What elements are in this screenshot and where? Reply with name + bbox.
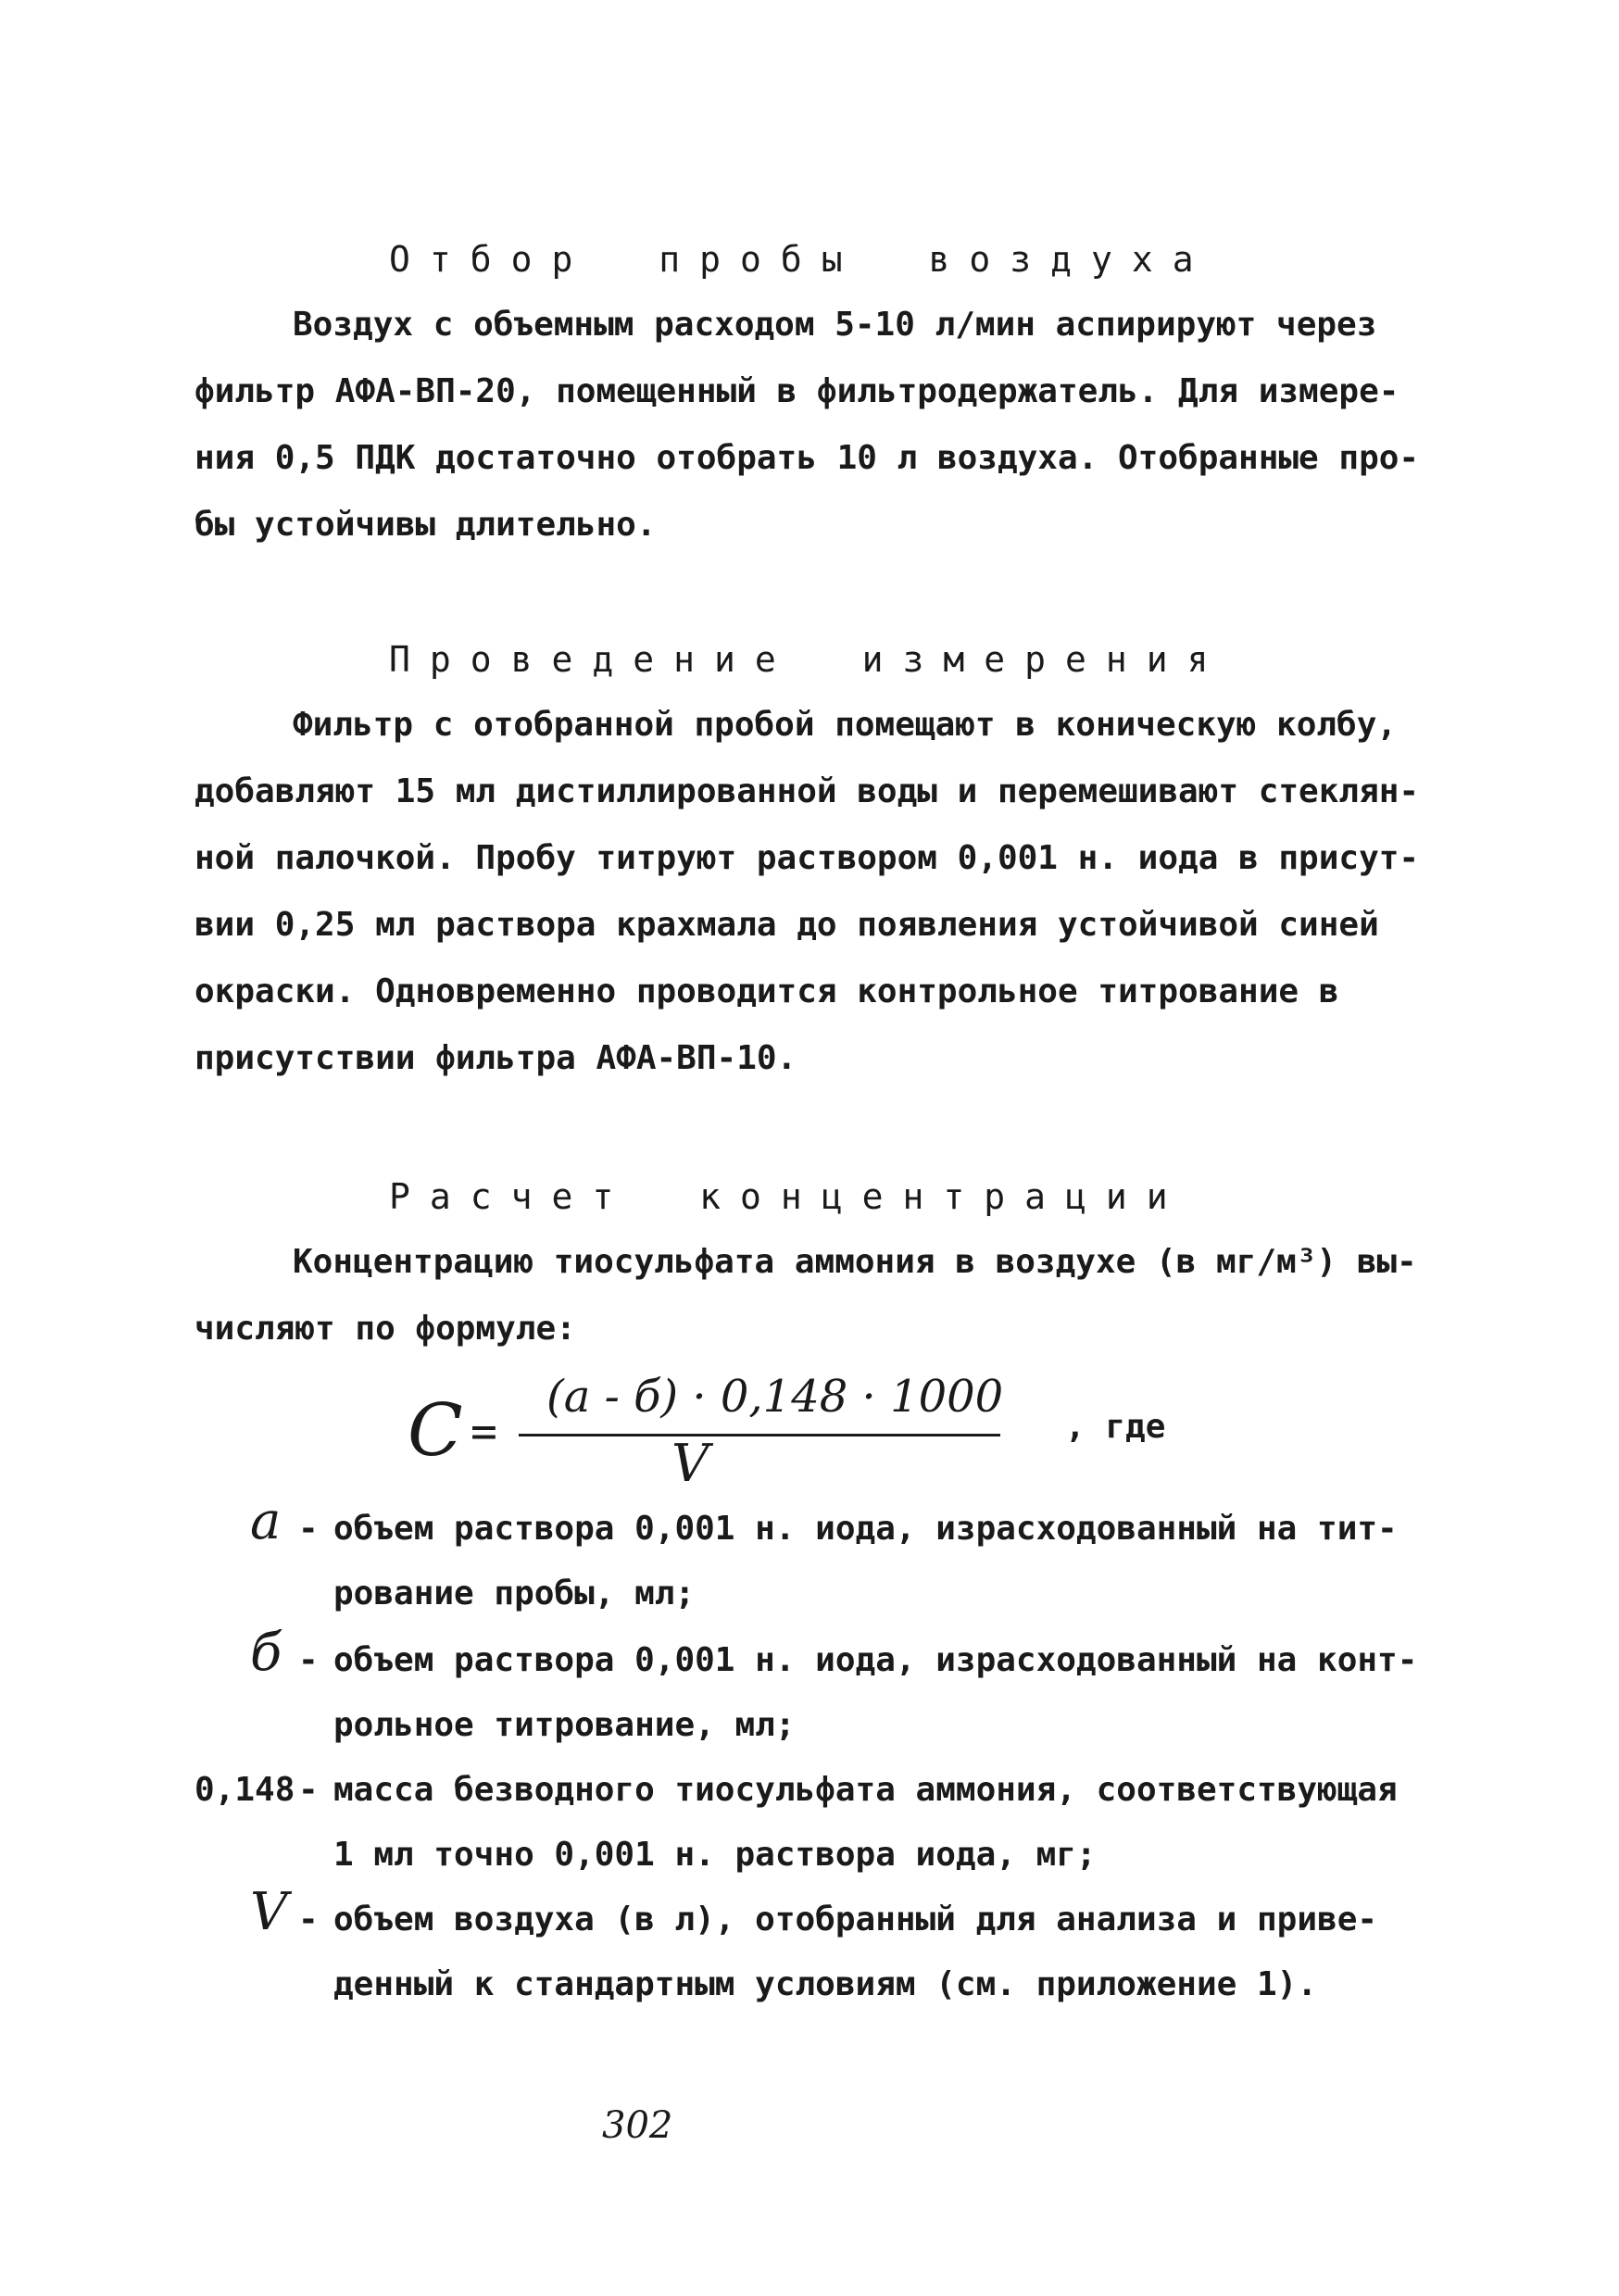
section-title-measurement: Проведение измерения: [389, 639, 1228, 680]
definition-b-line-2: рольное титрование, мл;: [333, 1706, 796, 1744]
measurement-line-3: ной палочкой. Пробу титруют раствором 0,001 н. иода в присут-: [195, 839, 1420, 877]
definition-a-line-1: объем раствора 0,001 н. иода, израсходованный на тит-: [333, 1510, 1398, 1548]
definition-symbol-0148: 0,148: [195, 1771, 295, 1809]
definition-v-line-1: объем воздуха (в л), отобранный для анализа и приве-: [333, 1901, 1378, 1938]
definition-v-line-2: денный к стандартным условиям (см. приложение 1).: [333, 1965, 1318, 2003]
definition-b-line-1: объем раствора 0,001 н. иода, израсходованный на конт-: [333, 1641, 1418, 1679]
definition-symbol-a: a: [250, 1491, 282, 1551]
measurement-line-6: присутствии фильтра АФА-ВП-10.: [195, 1039, 797, 1077]
page-number: 302: [602, 2104, 673, 2147]
formula-denominator: V: [671, 1434, 709, 1494]
definition-separator: -: [298, 1901, 319, 1938]
definition-0148-line-2: 1 мл точно 0,001 н. раствора иода, мг;: [333, 1836, 1097, 1874]
definition-symbol-b: б: [250, 1623, 282, 1683]
measurement-line-2: добавляют 15 мл дистиллированной воды и перемешивают стеклян-: [195, 772, 1420, 810]
measurement-line-1: Фильтр с отобранной пробой помещают в коническую колбу,: [293, 706, 1398, 744]
concentration-formula: [408, 1371, 1204, 1500]
sampling-line-1: Воздух с объемным расходом 5-10 л/мин аспирируют через: [293, 306, 1377, 344]
measurement-line-5: окраски. Одновременно проводится контрольное титрование в: [195, 972, 1339, 1010]
definition-separator: -: [298, 1771, 319, 1809]
sampling-line-4: бы устойчивы длительно.: [195, 506, 657, 544]
sampling-line-3: ния 0,5 ПДК достаточно отобрать 10 л воздуха. Отобранные про-: [195, 439, 1420, 477]
formula-numerator: (a - б) · 0,148 · 1000: [546, 1371, 1004, 1423]
definition-separator: -: [298, 1510, 319, 1548]
definition-a-line-2: рование пробы, мл;: [333, 1575, 696, 1612]
measurement-line-4: вии 0,25 мл раствора крахмала до появления устойчивой синей: [195, 906, 1379, 944]
definition-symbol-v: V: [250, 1882, 288, 1942]
formula-where: , где: [1065, 1408, 1166, 1446]
section-title-calculation: Расчет концентрации: [389, 1176, 1187, 1217]
sampling-line-2: фильтр АФА-ВП-20, помещенный в фильтродержатель. Для измере-: [195, 372, 1399, 410]
calculation-line-1: Концентрацию тиосульфата аммония в воздухе (в мг/м³) вы-: [293, 1243, 1417, 1281]
definition-separator: -: [298, 1641, 319, 1679]
formula-lhs: C: [408, 1389, 463, 1473]
definition-0148-line-1: масса безводного тиосульфата аммония, соответствующая: [333, 1771, 1398, 1809]
calculation-line-2: числяют по формуле:: [195, 1310, 576, 1348]
fraction-bar: [519, 1434, 1000, 1437]
section-title-sampling: Отбор пробы воздуха: [389, 239, 1213, 280]
formula-equals: =: [471, 1406, 497, 1458]
